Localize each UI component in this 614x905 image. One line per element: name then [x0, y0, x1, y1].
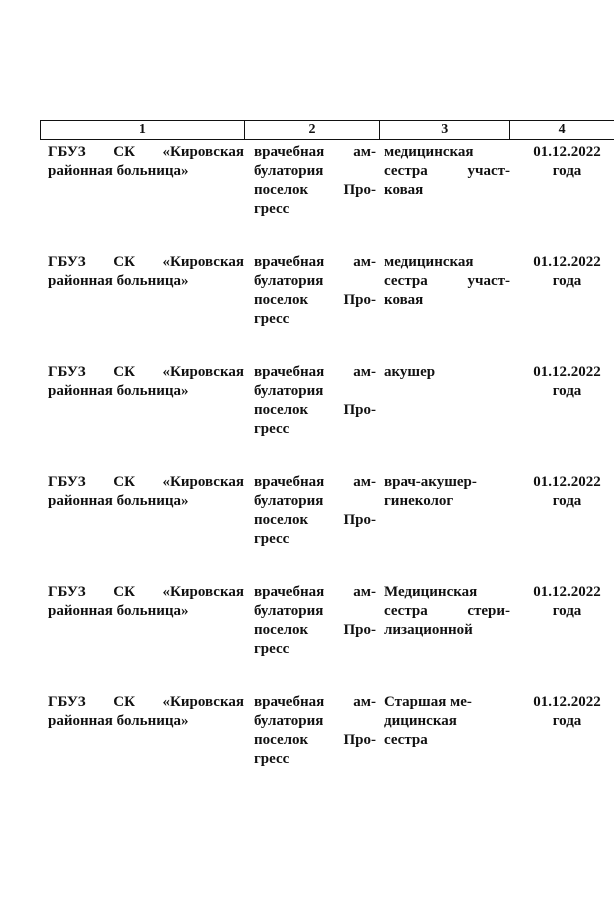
cell-text-line: ковая [384, 292, 424, 308]
cell-text-line: поселок Про- [254, 732, 376, 748]
table-cell-2 [254, 253, 384, 363]
table-cell-2 [254, 583, 384, 693]
cell-text-line: ГБУЗ СК «Кировская [48, 144, 244, 160]
cell-text-line: поселок Про- [254, 292, 376, 308]
table-cell-4 [520, 693, 614, 803]
table-cell-2 [254, 363, 384, 473]
cell-text-line: районная больница» [48, 163, 189, 179]
table-cell-2 [254, 143, 384, 253]
cell-text-line: года [552, 603, 582, 619]
cell-text-line: гресс [254, 201, 290, 217]
cell-text-line: года [552, 273, 582, 289]
cell-text-line: 01.12.2022 [533, 144, 601, 160]
cell-text-line: поселок Про- [254, 402, 376, 418]
table-cell-3 [384, 473, 520, 583]
cell-text-line: сестра стери- [384, 603, 510, 619]
table-row [48, 473, 614, 583]
cell-text-line: булатория [254, 273, 324, 289]
cell-text-line: булатория [254, 493, 324, 509]
cell-text-line: поселок Про- [254, 512, 376, 528]
cell-text-line: ГБУЗ СК «Кировская [48, 694, 244, 710]
cell-text-line: районная больница» [48, 493, 189, 509]
cell-text-line: 01.12.2022 [533, 254, 601, 270]
cell-text-line: 01.12.2022 [533, 364, 601, 380]
cell-text-line: районная больница» [48, 273, 189, 289]
cell-text-line: врачебная ам- [254, 474, 376, 490]
cell-text-line: районная больница» [48, 713, 189, 729]
cell-text-line: Медицинская [384, 584, 478, 600]
table-cell-1 [48, 253, 254, 363]
table-cell-3 [384, 143, 520, 253]
cell-text-line: ковая [384, 182, 424, 198]
table-cell-1 [48, 363, 254, 473]
cell-text-line: врачебная ам- [254, 254, 376, 270]
table-row [48, 583, 614, 693]
cell-text-line: поселок Про- [254, 622, 376, 638]
table-cell-2 [254, 693, 384, 803]
cell-text-line: 01.12.2022 [533, 694, 601, 710]
cell-text-line: гресс [254, 751, 290, 767]
cell-text-line: Старшая ме- [384, 694, 472, 710]
table-cell-4 [520, 583, 614, 693]
cell-text-line: сестра [384, 732, 428, 748]
cell-text-line: гресс [254, 421, 290, 437]
cell-text-line: акушер [384, 364, 436, 380]
cell-text-line: 01.12.2022 [533, 474, 601, 490]
cell-text-line: булатория [254, 603, 324, 619]
cell-text-line: ГБУЗ СК «Кировская [48, 474, 244, 490]
cell-text-line: гресс [254, 311, 290, 327]
cell-text-line: ГБУЗ СК «Кировская [48, 254, 244, 270]
table-cell-1 [48, 473, 254, 583]
cell-text-line: ГБУЗ СК «Кировская [48, 584, 244, 600]
table-body [48, 143, 614, 803]
cell-text-line: булатория [254, 713, 324, 729]
cell-text-line: районная больница» [48, 603, 189, 619]
cell-text-line: сестра участ- [384, 163, 510, 179]
table-cell-3 [384, 253, 520, 363]
cell-text-line: 01.12.2022 [533, 584, 601, 600]
cell-text-line: врачебная ам- [254, 144, 376, 160]
cell-text-line: гресс [254, 531, 290, 547]
cell-text-line: медицинская [384, 254, 474, 270]
table-cell-3 [384, 363, 520, 473]
cell-text-line: года [552, 713, 582, 729]
table-row [48, 143, 614, 253]
header-cell-3: 3 [380, 121, 510, 139]
table-row [48, 363, 614, 473]
table-row [48, 253, 614, 363]
header-cell-1: 1 [41, 121, 245, 139]
table-cell-3 [384, 693, 520, 803]
cell-text-line: поселок Про- [254, 182, 376, 198]
table-cell-1 [48, 583, 254, 693]
table-cell-1 [48, 143, 254, 253]
cell-text-line: лизационной [384, 622, 473, 638]
table-cell-3 [384, 583, 520, 693]
cell-text-line: года [552, 493, 582, 509]
cell-text-line: булатория [254, 163, 324, 179]
table-cell-1 [48, 693, 254, 803]
cell-text-line: года [552, 383, 582, 399]
cell-text-line: дицинская [384, 713, 457, 729]
cell-text-line: гресс [254, 641, 290, 657]
table-row [48, 693, 614, 803]
header-cell-2: 2 [245, 121, 381, 139]
cell-text-line: года [552, 163, 582, 179]
cell-text-line: медицинская [384, 144, 474, 160]
cell-text-line: гинеколог [384, 493, 454, 509]
header-cell-4: 4 [558, 122, 566, 137]
cell-text-line: врач-акушер- [384, 474, 477, 490]
table-cell-4 [520, 143, 614, 253]
table-cell-4 [520, 363, 614, 473]
cell-text-line: врачебная ам- [254, 694, 376, 710]
table-cell-4 [520, 253, 614, 363]
table-cell-2 [254, 473, 384, 583]
table-header-row [40, 120, 614, 140]
cell-text-line: районная больница» [48, 383, 189, 399]
cell-text-line: врачебная ам- [254, 364, 376, 380]
table-cell-4 [520, 473, 614, 583]
cell-text-line: врачебная ам- [254, 584, 376, 600]
cell-text-line: сестра участ- [384, 273, 510, 289]
cell-text-line: ГБУЗ СК «Кировская [48, 364, 244, 380]
cell-text-line: булатория [254, 383, 324, 399]
